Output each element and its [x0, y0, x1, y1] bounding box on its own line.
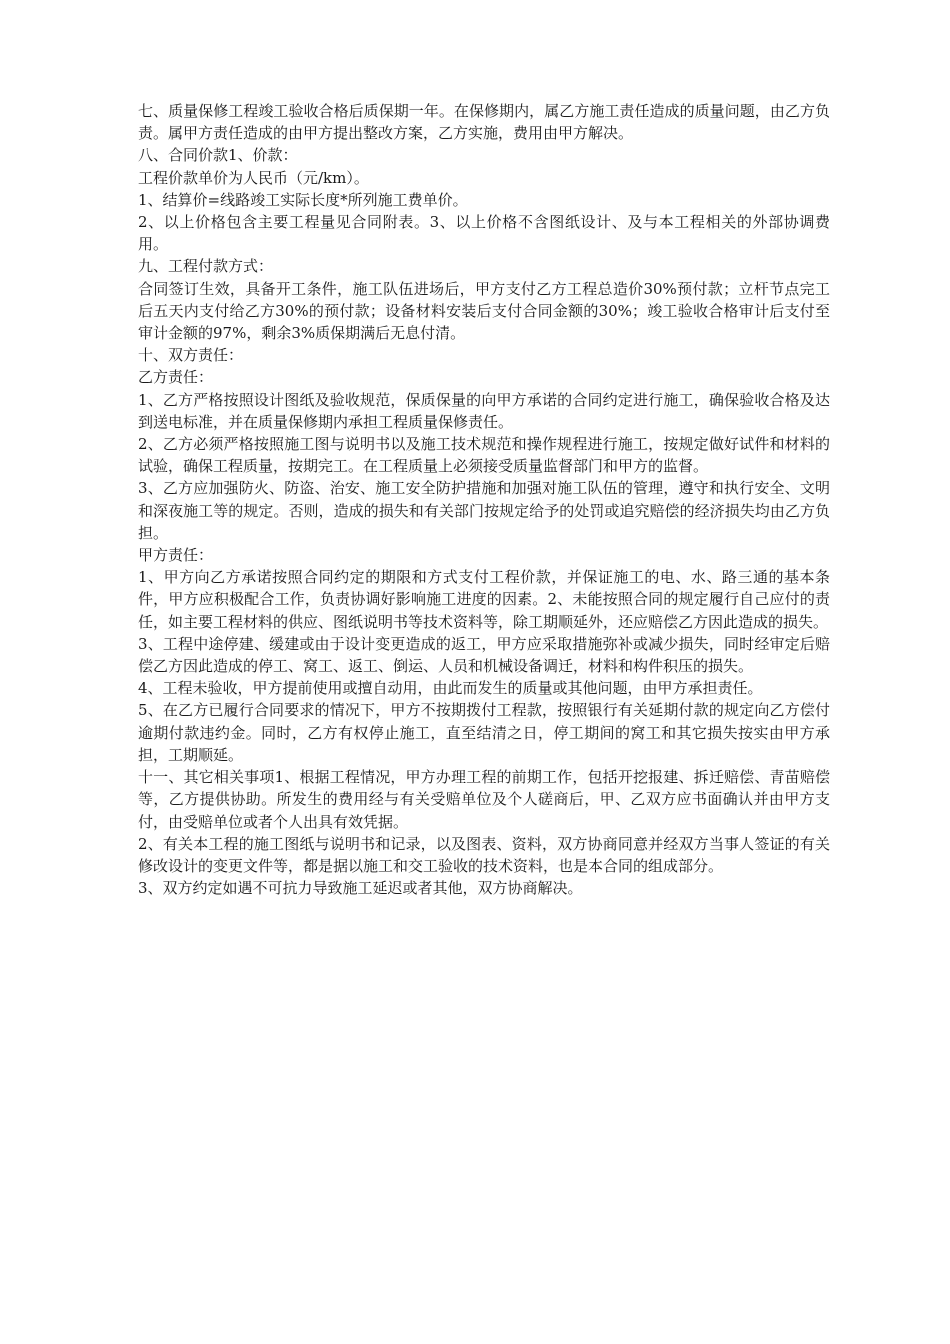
- other-matters-item-3: 3、双方约定如遇不可抗力导致施工延迟或者其他，双方协商解决。: [138, 879, 583, 898]
- payment-terms-paragraph: 合同签订生效，具备开工条件，施工队伍进场后，甲方支付乙方工程总造价30%预付款；立杆节点完工后五天内支付给乙方30%的预付款；设备材料安装后支付合同金额的30%；竣工验收合格审计后支付至审计金额的97%，剩余3%质保期满后无息付清。: [138, 279, 830, 343]
- price-inclusion-line: 2、以上价格包含主要工程量见合同附表。3、以上价格不含图纸设计、及与本工程相关的外部协调费用。: [138, 213, 830, 254]
- party-b-item-2: 2、乙方必须严格按照施工图与说明书以及施工技术规范和操作规程进行施工，按规定做好试件和材料的试验，确保工程质量，按期完工。在工程质量上必须接受质量监督部门和甲方的监督。: [138, 435, 830, 476]
- clause-10-responsibilities-heading: 十、双方责任：: [138, 346, 244, 365]
- unit-price-line: 工程价款单价为人民币（元/km）。: [138, 168, 369, 187]
- party-a-item-3: 3、工程中途停建、缓建或由于设计变更造成的返工，甲方应采取措施弥补或减少损失，同时经审定后赔偿乙方因此造成的停工、窝工、返工、倒运、人员和机械设备调迁，材料和构件积压的损失。: [138, 634, 830, 676]
- settlement-price-line: 1、结算价=线路竣工实际长度*所列施工费单价。: [138, 190, 468, 209]
- party-a-item-5: 5、在乙方已履行合同要求的情况下，甲方不按期拨付工程款，按照银行有关延期付款的规定向乙方偿付逾期付款违约金。同时，乙方有权停止施工，直至结清之日，停工期间的窝工和其它损失按实由甲方承担，工期顺延。: [138, 701, 830, 764]
- party-a-responsibilities-heading: 甲方责任：: [138, 546, 214, 565]
- clause-8-contract-price-heading: 八、合同价款1、价款：: [138, 146, 298, 165]
- party-b-item-3: 3、乙方应加强防火、防盗、治安、施工安全防护措施和加强对施工队伍的管理，遵守和执行安全、文明和深夜施工等的规定。否则，造成的损失和有关部门按规定给予的处罚或追究赔偿的经济损失均由乙方负担。: [138, 479, 830, 542]
- other-matters-item-2: 2、有关本工程的施工图纸与说明书和记录，以及图表、资料，双方协商同意并经双方当事人签证的有关修改设计的变更文件等，都是据以施工和交工验收的技术资料，也是本合同的组成部分。: [138, 834, 830, 875]
- clause-11-other-matters: 十一、其它相关事项1、根据工程情况，甲方办理工程的前期工作，包括开挖报建、拆迁赔偿、青苗赔偿等，乙方提供协助。所发生的费用经与有关受赔单位及个人磋商后，甲、乙双方应书面确认并由甲方支付，由受赔单位或者个人出具有效凭据。: [138, 768, 830, 831]
- clause-9-payment-heading: 九、工程付款方式：: [138, 257, 274, 276]
- party-a-item-1-2: 1、甲方向乙方承诺按照合同约定的期限和方式支付工程价款，并保证施工的电、水、路三通的基本条件，甲方应积极配合工作，负责协调好影响施工进度的因素。2、未能按照合同的规定履行自己应付的责任，如主要工程材料的供应、图纸说明书等技术资料等，除工期顺延外，还应赔偿乙方因此造成的损失。: [138, 568, 830, 631]
- party-b-item-1: 1、乙方严格按照设计图纸及验收规范，保质保量的向甲方承诺的合同约定进行施工，确保验收合格及达到送电标准，并在质量保修期内承担工程质量保修责任。: [138, 390, 830, 431]
- party-a-item-4: 4、工程未验收，甲方提前使用或擅自动用，由此而发生的质量或其他问题，由甲方承担责任。: [138, 679, 763, 698]
- party-b-responsibilities-heading: 乙方责任：: [138, 368, 214, 387]
- clause-7-quality-warranty: 七、质量保修工程竣工验收合格后质保期一年。在保修期内，属乙方施工责任造成的质量问题，由乙方负责。属甲方责任造成的由甲方提出整改方案，乙方实施，费用由甲方解决。: [138, 102, 830, 143]
- document-body: [138, 100, 830, 899]
